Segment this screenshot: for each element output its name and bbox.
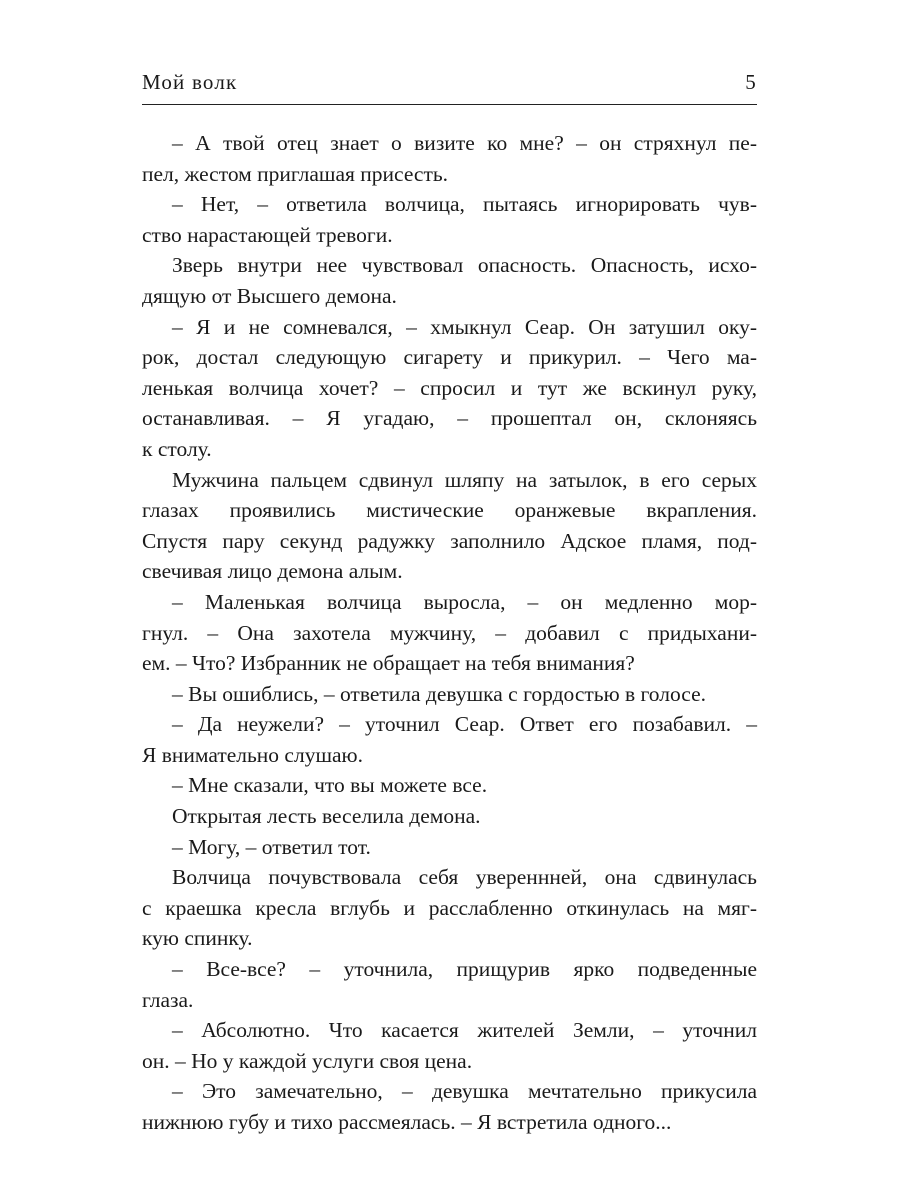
text-line: Я внимательно слушаю. [142, 742, 363, 767]
text-line: – А твой отец знает о визите ко мне? – он стряхнул пе- [172, 131, 757, 155]
text-line: – Маленькая волчица выросла, – он медленно мор- [172, 589, 757, 614]
text-line: рок, достал следующую сигарету и прикурил. – Чего ма- [142, 345, 757, 370]
text-line: дящую от Высшего демона. [142, 283, 397, 308]
book-title: Мой волк [142, 70, 238, 94]
text-line: Зверь внутри нее чувствовал опасность. Опасность, исхо- [172, 253, 757, 278]
text-line: ем. – Что? Избранник не обращает на тебя внимания? [142, 651, 635, 676]
text-line: к столу. [142, 436, 212, 461]
text-line: кую спинку. [142, 926, 253, 951]
text-line: – Да неужели? – уточнил Сеар. Ответ его позабавил. – [172, 712, 757, 737]
text-line: нижнюю губу и тихо рассмеялась. – Я встретила одного... [142, 1110, 672, 1134]
text-line: ство нарастающей тревоги. [142, 222, 393, 247]
text-line: – Абсолютно. Что касается жителей Земли, – уточнил [172, 1018, 757, 1043]
text-line: свечивая лицо демона алым. [142, 559, 403, 584]
text-line: глаза. [142, 987, 194, 1012]
text-line: – Могу, – ответил тот. [172, 834, 371, 859]
text-line: Открытая лесть веселила демона. [172, 804, 481, 829]
text-line: гнул. – Она захотела мужчину, – добавил с придыхани- [142, 620, 757, 645]
text-line: останавливая. – Я угадаю, – прошептал он, склоняясь [142, 406, 757, 431]
text-line: – Это замечательно, – девушка мечтательно прикусила [172, 1079, 757, 1104]
text-line: пел, жестом приглашая присесть. [142, 161, 449, 186]
text-line: – Вы ошиблись, – ответила девушка с гордостью в голосе. [172, 681, 707, 706]
text-line: глазах проявились мистические оранжевые вкрапления. [142, 498, 757, 523]
page-number: 5 [745, 70, 757, 94]
header-rule [142, 104, 757, 105]
text-line: с краешка кресла вглубь и расслабленно откинулась на мяг- [142, 895, 757, 920]
text-line: – Нет, – ответила волчица, пытаясь игнорировать чув- [172, 192, 757, 217]
running-header [142, 70, 757, 100]
text-line: – Мне сказали, что вы можете все. [172, 773, 488, 798]
text-line: Волчица почувствовала себя увереннней, она сдвинулась [172, 865, 757, 890]
text-line: Мужчина пальцем сдвинул шляпу на затылок, в его серых [172, 467, 757, 492]
text-line: ленькая волчица хочет? – спросил и тут же вскинул руку, [142, 375, 757, 400]
text-line: он. – Но у каждой услуги своя цена. [142, 1048, 473, 1073]
text-line: – Я и не сомневался, – хмыкнул Сеар. Он затушил оку- [172, 314, 757, 339]
text-line: Спустя пару секунд радужку заполнило Адское пламя, под- [142, 528, 757, 553]
text-line: – Все-все? – уточнила, прищурив ярко подведенные [172, 957, 757, 982]
page-body [142, 128, 757, 1138]
